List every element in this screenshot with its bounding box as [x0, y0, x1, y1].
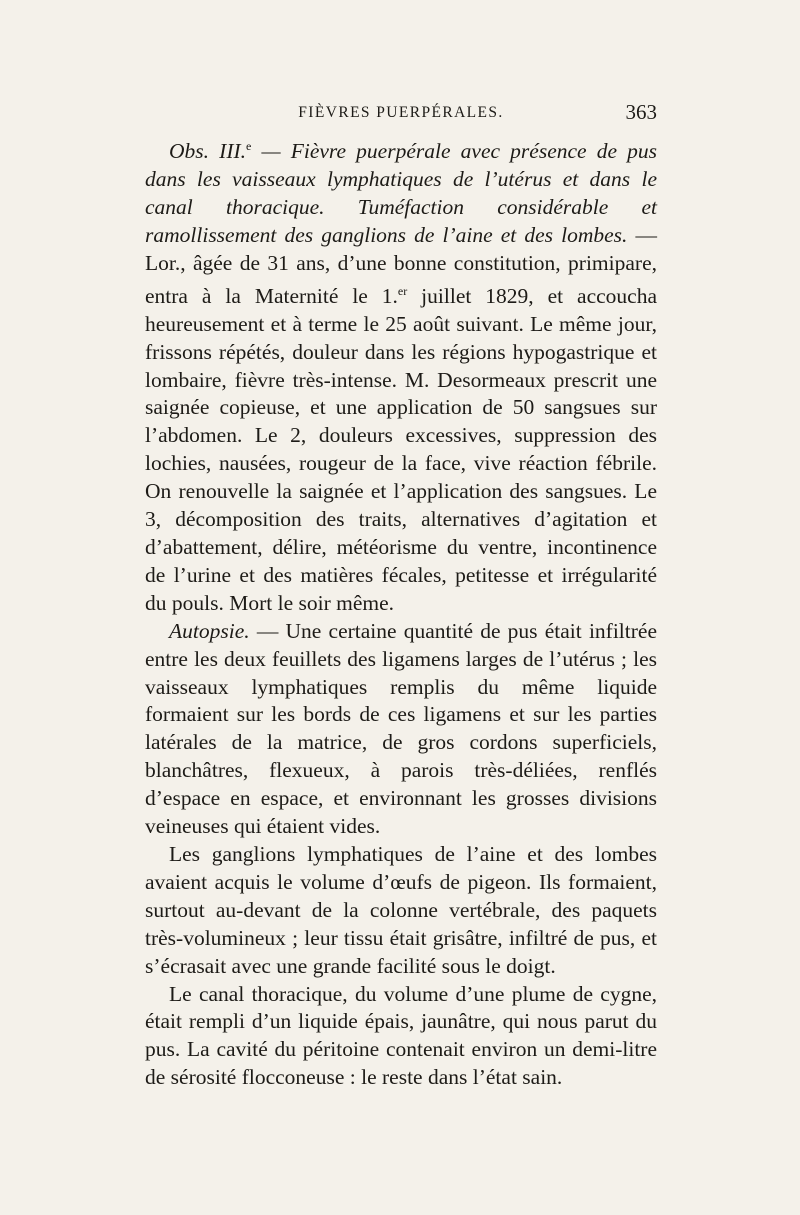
canal-paragraph: Le canal thoracique, du volume d’une plume de cygne, était rempli d’un liquide épais, jaunâtre, qui nous parut du pus. La cavité du péritoine contenait environ un demi-litre de sérosité flocconeuse : le reste dans l’état sain.	[145, 981, 657, 1090]
observation-heading: — Fièvre puerpérale avec présence de pus dans les vaisseaux lymphatiques de l’utérus et dans le canal thoracique. Tuméfaction considérable et ramollissement des ganglions de l’aine et des lombes.	[145, 139, 657, 247]
autopsie-text: — Une certaine quantité de pus était infiltrée entre les deux feuillets des ligamens larges de l’utérus ; les vaisseaux lymphatiques remplis du même liquide formaient sur les bords de ces ligamens et sur les parties latérales de la matrice, de gros cordons superficiels, blanchâtres, flexueux, à parois très-déliées, renflés d’espace en espace, et environnant les grosses divisions veineuses qui étaient vides.	[145, 618, 657, 839]
observation-body-2: juillet 1829, et accoucha heureusement et à terme le 25 août suivant. Le même jour, frissons répétés, douleur dans les régions hypogastrique et lombaire, fièvre très-intense. M. Desormeaux prescrit une saignée copieuse, et une application de 50 sangsues sur l’abdomen. Le 2, douleurs excessives, suppression des lochies, nausées, rougeur de la face, vive réaction fébrile. On renouvelle la saignée et l’application des sangsues. Le 3, décomposition des traits, alternatives d’agitation et d’abattement, délire, météorisme du ventre, incontinence de l’urine et des matières fécales, petitesse et irrégularité du pouls. Mort le soir même.	[145, 283, 658, 615]
autopsie-label: Autopsie.	[169, 618, 250, 643]
ganglions-paragraph: Les ganglions lymphatiques de l’aine et des lombes avaient acquis le volume d’œufs de pigeon. Ils formaient, surtout au-devant de la colonne vertébrale, des paquets très-volumineux ; leur tissu était grisâtre, infiltré de pus, et s’écrasait avec une grande facilité sous le doigt.	[145, 841, 657, 978]
observation-paragraph	[145, 133, 657, 618]
observation-body-1: — Lor., âgée de 31 ans, d’une bonne constitution, primipare, entra à la Maternité le 1.	[145, 222, 657, 308]
running-title: FIÈVRES PUERPÉRALES.	[298, 104, 504, 121]
observation-label-sup: e	[246, 139, 252, 153]
text-block	[145, 133, 657, 1092]
autopsie-paragraph	[145, 618, 657, 841]
observation-label: Obs. III.	[169, 139, 247, 164]
observation-body-sup: er	[397, 283, 408, 298]
running-head	[145, 100, 657, 128]
page-number: 363	[625, 100, 657, 124]
